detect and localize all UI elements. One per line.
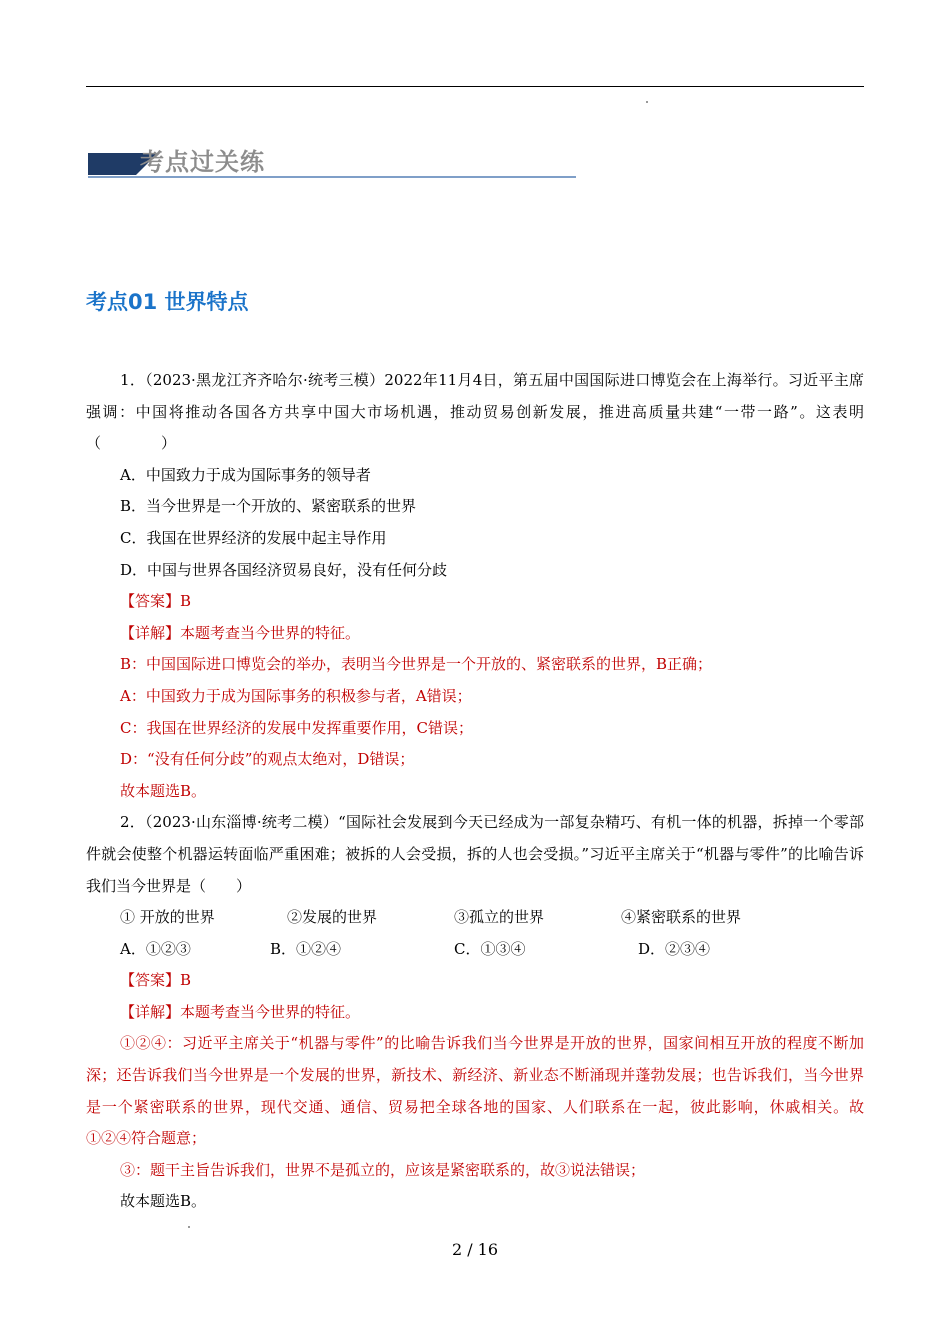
q2-conclusion: 故本题选B。 [120,1192,207,1211]
q2-explain-124: ①②④：习近平主席关于“机器与零件”的比喻告诉我们当今世界是开放的世界，国家间相互开放的程度不断加深；还告诉我们当今世界是一个发展的世界，新技术、新经济、新业态不断涌现并蓬勃发展；也告诉我们，当今世界是一个紧密联系的世界，现代交通、通信、贸易把全球各地的国家、人们联系在一起，彼此影响，休戚相关。故①②④符合题意； [86,1034,864,1148]
q1-explain-c: C：我国在世界经济的发展中发挥重要作用，C错误； [120,718,473,737]
header-rule [86,86,864,87]
banner-underline [88,176,576,178]
q2-item-2: ②发展的世界 [287,908,378,927]
q2-item-4: ④紧密联系的世界 [621,908,742,927]
q2-answer: 【答案】B [120,971,192,990]
q1-option-c: C．我国在世界经济的发展中起主导作用 [120,528,387,547]
q2-option-b: B．①②④ [270,939,342,958]
q1-detail: 【详解】本题考查当今世界的特征。 [120,623,361,642]
q2-options [86,934,864,966]
q1-explain-d: D：“没有任何分歧”的观点太绝对，D错误； [120,750,415,769]
banner-bar [88,153,136,175]
q2-explain-3: ③：题干主旨告诉我们，世界不是孤立的，应该是紧密联系的，故③说法错误； [120,1160,646,1179]
q1-conclusion: 故本题选B。 [120,781,207,800]
q2-stem: 2．（2023·山东淄博·统考二模）“国际社会发展到今天已经成为一部复杂精巧、有机一体的机器，拆掉一个零部件就会使整个机器运转面临严重困难；被拆的人会受损，拆的人也会受损。”习近平主席关于“机器与零件”的比喻告诉我们当今世界是（ ） [86,813,864,895]
q1-option-b: B．当今世界是一个开放的、紧密联系的世界 [120,497,417,516]
q1-answer: 【答案】B [120,592,192,611]
footer-dot-mark [188,1226,190,1228]
q2-items [86,902,864,934]
q2-option-d: D．②③④ [638,939,711,958]
q1-stem: 1．（2023·黑龙江齐齐哈尔·统考三模）2022年11月4日，第五届中国国际进口博览会在上海举行。习近平主席强调：中国将推动各国各方共享中国大市场机遇，推动贸易创新发展，推进高质量共建“一带一路”。这表明（ ） [86,371,864,453]
page-number: 2 / 16 [451,1240,499,1259]
q2-option-c: C．①③④ [454,939,526,958]
q1-explain-a: A：中国致力于成为国际事务的积极参与者，A错误； [120,686,472,705]
section-banner [86,146,576,180]
q2-item-1: ① 开放的世界 [120,908,215,927]
q1-option-d: D．中国与世界各国经济贸易良好，没有任何分歧 [120,560,448,579]
banner-title: 考点过关练 [140,147,265,176]
q2-option-a: A．①②③ [120,939,191,958]
q1-explain-b: B：中国国际进口博览会的举办，表明当今世界是一个开放的、紧密联系的世界，B正确； [120,655,713,674]
q2-item-3: ③孤立的世界 [454,908,545,927]
q2-detail: 【详解】本题考查当今世界的特征。 [120,1002,361,1021]
question-content [86,365,864,1218]
section-heading: 考点01 世界特点 [86,290,249,314]
header-dot-mark [646,101,648,103]
q1-option-a: A．中国致力于成为国际事务的领导者 [120,465,371,484]
